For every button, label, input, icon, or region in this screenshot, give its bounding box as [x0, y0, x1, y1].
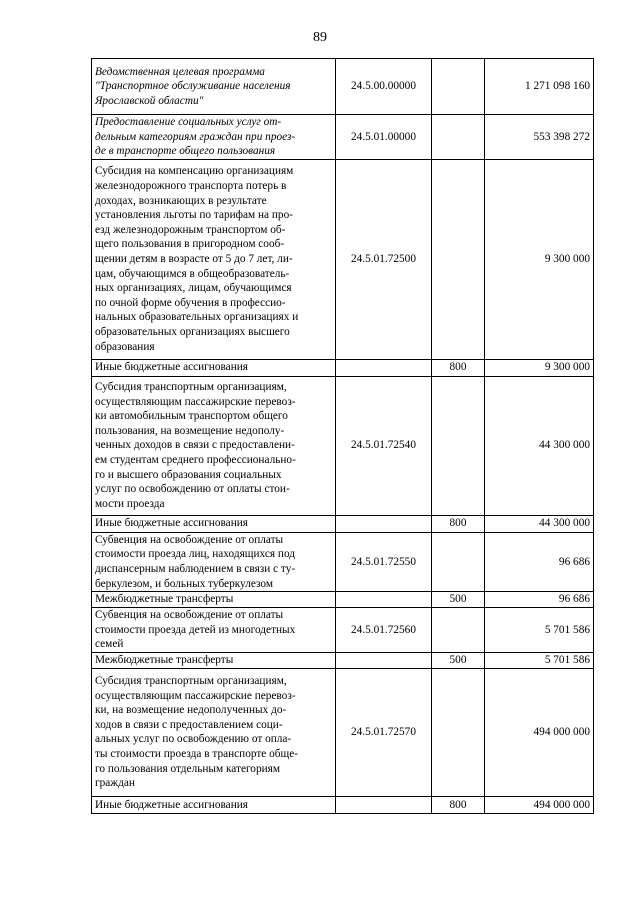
amount-cell: 44 300 000: [485, 515, 594, 532]
item-name-line: щего пользования в пригородном сооб-: [95, 238, 285, 251]
amount-cell: 553 398 272: [485, 115, 594, 160]
item-name-line: Субвенция на освобождение от оплаты: [95, 609, 284, 622]
target-article-code-cell: 24.5.01.72550: [336, 532, 432, 591]
item-name-line: по очной форме обучения в профессио-: [95, 296, 286, 309]
item-name-line: нальных образовательных организациях и: [95, 311, 299, 324]
expense-type-cell: 500: [432, 652, 485, 668]
item-name-line: пользования, на возмещение недополу-: [95, 424, 285, 437]
item-name-line: осуществляющим пассажирские перевоз-: [95, 395, 296, 408]
expense-type-cell: [432, 532, 485, 591]
item-name-cell: [92, 532, 336, 591]
table-row: [92, 159, 594, 359]
item-name-cell: [92, 359, 336, 376]
table-row: [92, 592, 594, 608]
expense-type-cell: 800: [432, 515, 485, 532]
item-name-cell: [92, 652, 336, 668]
expense-type-cell: [432, 115, 485, 160]
target-article-code-cell: 24.5.01.72540: [336, 376, 432, 515]
item-name-line: ходов в связи с предоставлением соци-: [95, 718, 283, 731]
expense-type-cell: 800: [432, 359, 485, 376]
table-row: [92, 115, 594, 160]
item-name-line: доходах, возникающих в результате: [95, 194, 267, 207]
amount-cell: 494 000 000: [485, 668, 594, 796]
amount-cell: 494 000 000: [485, 796, 594, 813]
target-article-code-cell: 24.5.00.00000: [336, 59, 432, 115]
amount-cell: 96 686: [485, 532, 594, 591]
table-row: [92, 376, 594, 515]
item-name-line: диспансерным наблюдением в связи с ту-: [95, 562, 296, 575]
amount-cell: 44 300 000: [485, 376, 594, 515]
item-name-line: езд железнодорожным транспортом об-: [95, 223, 286, 236]
item-name-line: го и высшего образования социальных: [95, 468, 282, 481]
target-article-code-cell: [336, 592, 432, 608]
amount-cell: 5 701 586: [485, 652, 594, 668]
item-name-line: беркулезом, и больных туберкулезом: [95, 577, 273, 590]
item-name-line: ченных доходов в связи с предоставлени-: [95, 439, 295, 452]
item-name-line: Межбюджетные трансферты: [95, 593, 234, 606]
item-name-line: Иные бюджетные ассигнования: [95, 798, 248, 811]
item-name-line: "Транспортное обслуживание населения: [95, 80, 291, 93]
target-article-code-cell: 24.5.01.72570: [336, 668, 432, 796]
target-article-code-cell: 24.5.01.72500: [336, 159, 432, 359]
item-name-cell: [92, 515, 336, 532]
amount-cell: 1 271 098 160: [485, 59, 594, 115]
item-name-cell: [92, 115, 336, 160]
target-article-code-cell: 24.5.01.72560: [336, 608, 432, 653]
table-row: [92, 608, 594, 653]
item-name-cell: [92, 592, 336, 608]
item-name-line: услуг по освобождению от оплаты стои-: [95, 483, 290, 496]
table-row: [92, 359, 594, 376]
item-name-cell: [92, 668, 336, 796]
item-name-line: ки автомобильным транспортом общего: [95, 410, 288, 423]
item-name-line: альных услуг по освобождению от опла-: [95, 733, 292, 746]
item-name-line: Субсидия транспортным организациям,: [95, 381, 287, 394]
item-name-line: Иные бюджетные ассигнования: [95, 361, 248, 374]
target-article-code-cell: [336, 796, 432, 813]
expense-type-cell: [432, 59, 485, 115]
target-article-code-cell: [336, 359, 432, 376]
item-name-cell: [92, 608, 336, 653]
item-name-line: стоимости проезда детей из многодетных: [95, 623, 296, 636]
item-name-line: установления льготы по тарифам на про-: [95, 209, 293, 222]
table-row: [92, 59, 594, 115]
item-name-cell: [92, 159, 336, 359]
item-name-line: образовательных организациях высшего: [95, 325, 290, 338]
table-row: [92, 515, 594, 532]
item-name-line: граждан: [95, 777, 135, 790]
item-name-line: дельным категориям граждан при проез-: [95, 130, 296, 143]
table-row: [92, 668, 594, 796]
table-row: [92, 532, 594, 591]
item-name-line: ки, на возмещение недополученных до-: [95, 704, 287, 717]
item-name-cell: [92, 59, 336, 115]
item-name-line: семей: [95, 638, 124, 651]
item-name-line: цам, обучающимся в общеобразователь-: [95, 267, 290, 280]
item-name-cell: [92, 796, 336, 813]
item-name-line: Субсидия на компенсацию организациям: [95, 165, 294, 178]
item-name-line: ных организациях, лицам, обучающимся: [95, 282, 292, 295]
item-name-line: образования: [95, 340, 155, 353]
expense-type-cell: [432, 668, 485, 796]
item-name-line: щении детям в возрасте от 5 до 7 лет, ли-: [95, 252, 293, 265]
amount-cell: 96 686: [485, 592, 594, 608]
expense-type-cell: 500: [432, 592, 485, 608]
item-name-line: де в транспорте общего пользования: [95, 145, 276, 158]
item-name-line: го пользования отдельным категориям: [95, 762, 280, 775]
item-name-line: Предоставление социальных услуг от-: [95, 116, 282, 128]
budget-table-body: [92, 59, 594, 814]
expense-type-cell: [432, 376, 485, 515]
item-name-line: ем студентам среднего профессионально-: [95, 454, 296, 467]
target-article-code-cell: 24.5.01.00000: [336, 115, 432, 160]
item-name-line: ты стоимости проезда в транспорте обще-: [95, 748, 299, 761]
target-article-code-cell: [336, 652, 432, 668]
table-row: [92, 796, 594, 813]
item-name-line: Субсидия транспортным организациям,: [95, 675, 287, 688]
item-name-line: стоимости проезда лиц, находящихся под: [95, 548, 296, 561]
item-name-line: Субвенция на освобождение от оплаты: [95, 533, 284, 546]
expense-type-cell: [432, 159, 485, 359]
target-article-code-cell: [336, 515, 432, 532]
page-number: 89: [313, 30, 327, 45]
item-name-line: Ведомственная целевая программа: [95, 65, 265, 78]
item-name-line: мости проезда: [95, 497, 165, 510]
item-name-line: Иные бюджетные ассигнования: [95, 517, 248, 530]
item-name-line: Межбюджетные трансферты: [95, 654, 234, 667]
expense-type-cell: [432, 608, 485, 653]
item-name-line: осуществляющим пассажирские перевоз-: [95, 689, 296, 702]
expense-type-cell: 800: [432, 796, 485, 813]
amount-cell: 9 300 000: [485, 159, 594, 359]
item-name-line: Ярославской области": [95, 94, 204, 107]
amount-cell: 9 300 000: [485, 359, 594, 376]
item-name-cell: [92, 376, 336, 515]
table-row: [92, 652, 594, 668]
amount-cell: 5 701 586: [485, 608, 594, 653]
item-name-line: железнодорожного транспорта потерь в: [95, 180, 287, 193]
budget-table: [91, 58, 594, 814]
